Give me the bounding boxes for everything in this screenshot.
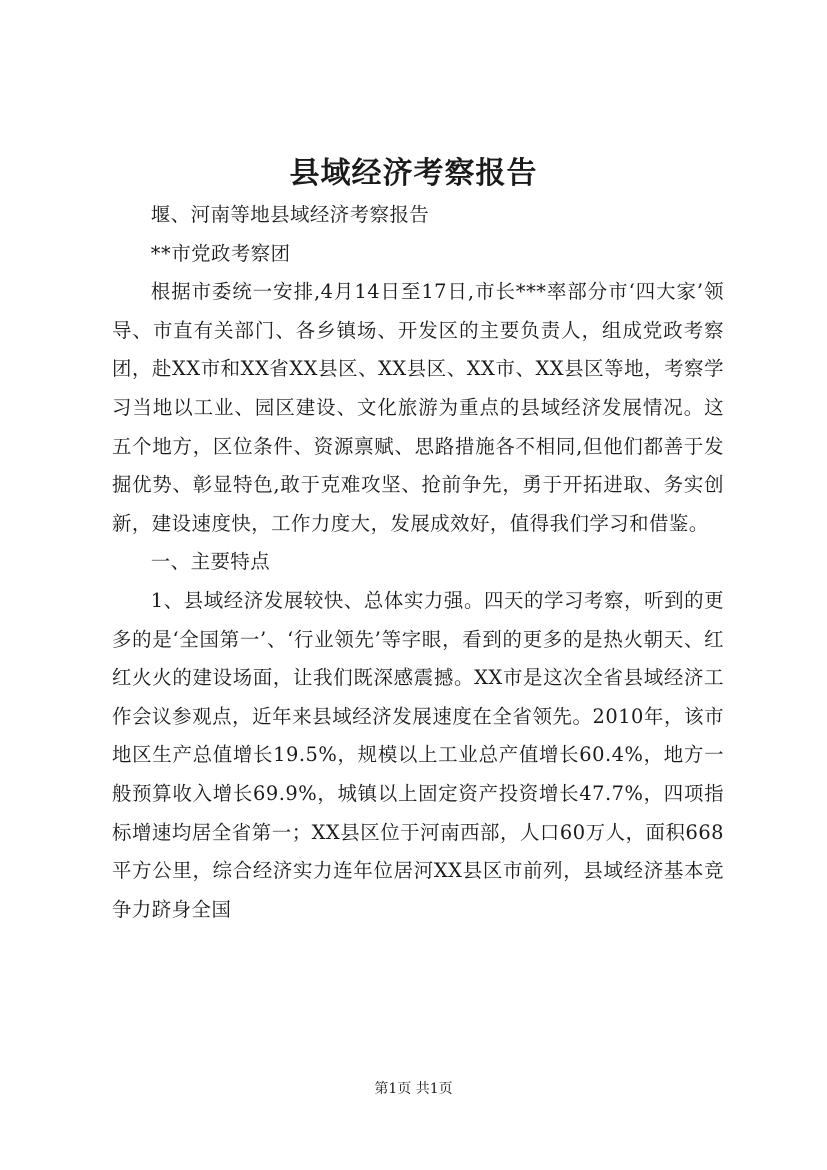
section-heading: 一、主要特点 <box>150 550 271 574</box>
subtitle-line: 堰、河南等地县域经济考察报告 <box>150 203 430 226</box>
document-body <box>112 196 724 929</box>
body-paragraph: 根据市委统一安排,4月14日至17日,市长***率部分市‘四大家’领导、市直有关部门、各乡镇场、开发区的主要负责人，组成党政考察团，赴XX市和XX省XX县区、XX县区、XX市、XX县区等地，考察学习当地以工业、园区建设、文化旅游为重点的县域经济发展情况。这五个地方，区位条件、资源禀赋、思路措施各不相同,但他们都善于发掘优势、彰显特色,敢于克难攻坚、抢前争先，勇于开拓进取、务实创新，建设速度快，工作力度大，发展成效好，值得我们学习和借鉴。 <box>112 280 724 535</box>
document-title: 县域经济考察报告 <box>289 156 538 191</box>
author-line: **市党政考察团 <box>150 241 291 265</box>
body-paragraph: 1、县域经济发展较快、总体实力强。四天的学习考察，听到的更多的是‘全国第一’、‘行业领先’等字眼，看到的更多的是热火朝天、红红火火的建设场面，让我们既深感震撼。XX市是这次全省县域经济工作会议参观点，近年来县域经济发展速度在全省领先。2010年，该市地区生产总值增长19.5%，规模以上工业总产值增长60.4%，地方一般预算收入增长69.9%，城镇以上固定资产投资增长47.7%，四项指标增速均居全省第一；XX县区位于河南西部，人口60万人，面积668平方公里，综合经济实力连年位居河XX县区市前列，县域经济基本竞争力跻身全国 <box>112 588 724 921</box>
page-footer: 第1页 共1页 <box>374 1081 453 1097</box>
